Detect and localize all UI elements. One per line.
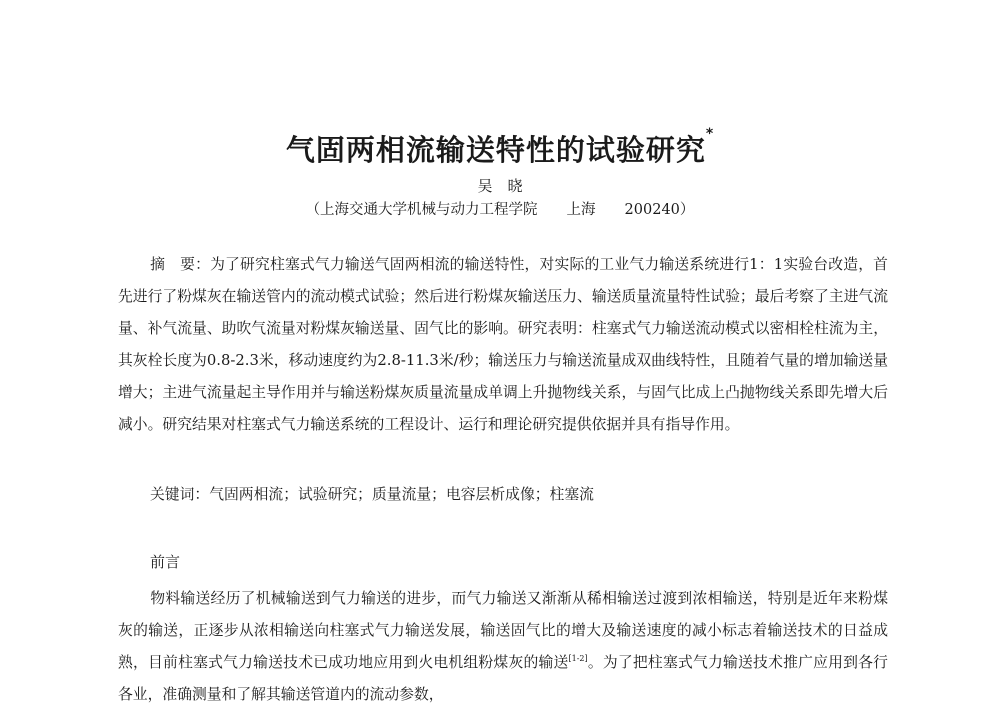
affiliation: （上海交通大学机械与动力工程学院 上海 200240） [305, 202, 695, 218]
keywords-list: 气固两相流；试验研究；质量流量；电容层析成像；柱塞流 [209, 486, 594, 503]
abstract-text: 为了研究柱塞式气力输送气固两相流的输送特性，对实际的工业气力输送系统进行1：1实验台改造，首先进行了粉煤灰在输送管内的流动模式试验；然后进行粉煤灰输送压力、输送质量流量特性试验；最后考察了主进气流量、补气流量、助吹气流量对粉煤灰输送量、固气比的影响。研究表明：柱塞式气力输送流动模式以密相栓柱流为主，其灰栓长度为0.8-2.3米，移动速度约为2.8-11.3米/秒；输送压力与输送流量成双曲线特性，且随着气量的增加输送量增大；主进气流量起主导作用并与输送粉煤灰质量流量成单调上升抛物线关系，与固气比成上凸抛物线关系即先增大后减小。研究结果对柱塞式气力输送系统的工程设计、运行和理论研究提供依据并具有指导作用。 [118, 256, 888, 433]
author: 吴 晓 [477, 177, 523, 195]
citation: [1-2] [568, 654, 588, 664]
body-text-1: 物料输送经历了机械输送到气力输送的进步，而气力输送又渐渐从稀相输送过渡到浓相输送，特别是近年来粉煤灰的输送，正逐步从浓相输送向柱塞式气力输送发展，输送固气比的增大及输送速度的减小标志着输送技术的日益成熟，目前柱塞式气力输送技术已成功地应用到火电机组粉煤灰的输送 [118, 590, 888, 671]
body-paragraph [118, 583, 888, 711]
title-text: 气固两相流输送特性的试验研究 [285, 133, 706, 167]
paper-title [0, 128, 1000, 169]
section-heading: 前言 [150, 553, 181, 571]
keywords-label: 关键词： [150, 486, 210, 503]
body-text-2: 。为了把柱塞式气力输送技术推广应用到各行各业，准确测量和了解其输送管道内的流动参数， [118, 654, 888, 703]
keywords [150, 483, 890, 504]
abstract-label: 摘 要： [150, 256, 211, 273]
title-footnote-mark: * [705, 126, 715, 142]
abstract [118, 249, 888, 441]
